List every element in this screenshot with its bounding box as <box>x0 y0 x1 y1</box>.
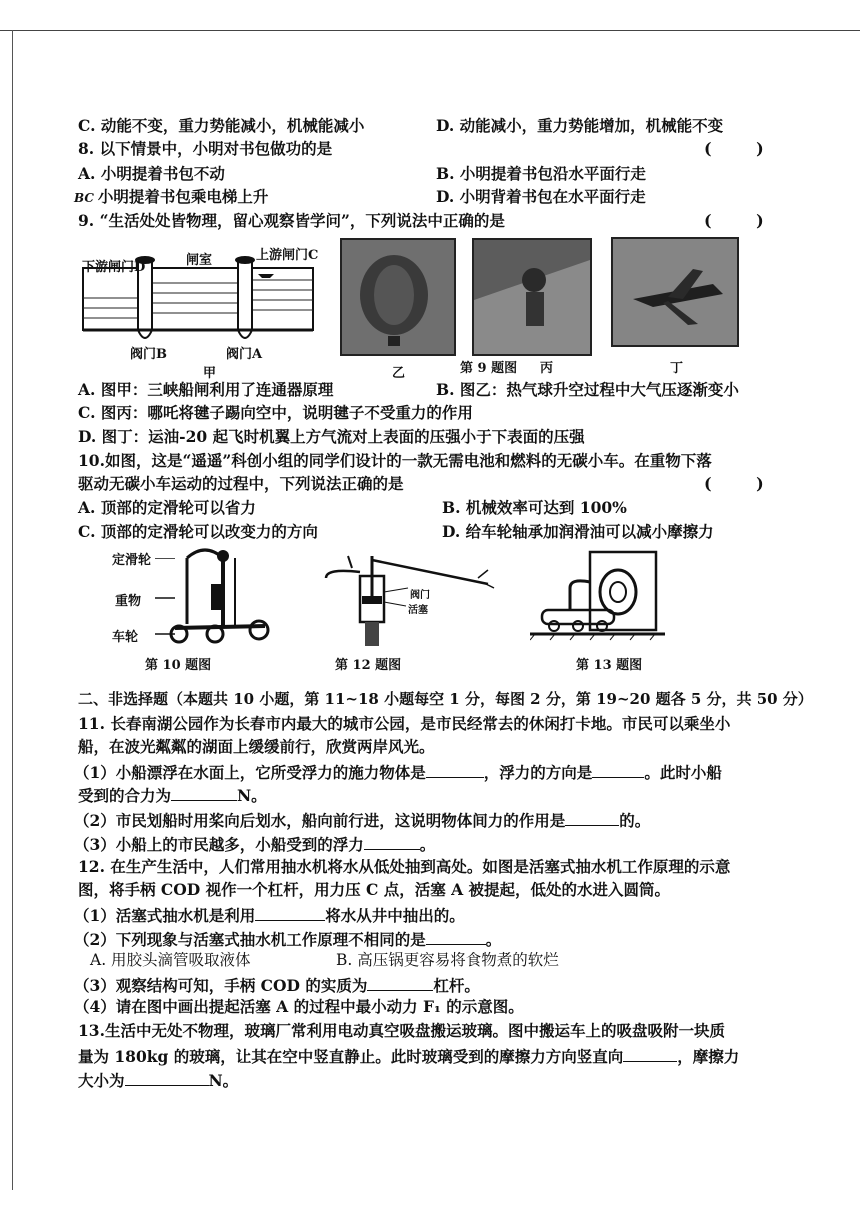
page-border-left <box>12 30 13 1190</box>
q12-stem-line1: 12. 在生产生活中，人们常用抽水机将水从低处抽到高处。如图是活塞式抽水机工作原理的示意 <box>78 857 731 876</box>
fig-label-yi: 乙 <box>392 366 406 381</box>
glass-transport-car-diagram <box>530 548 670 648</box>
q12-part1-text-b: 将水从井中抽出的。 <box>325 906 465 925</box>
fig-label-upstream-gate: 上游闸门C <box>256 248 319 263</box>
handwritten-mark: BC <box>74 191 94 205</box>
q11-answer-blank-5[interactable] <box>364 833 420 850</box>
q9-stem: 9. “生活处处皆物理，留心观察皆学问”，下列说法中正确的是 <box>78 211 505 230</box>
q10-option-b: B. 机械效率可达到 100% <box>442 498 627 517</box>
q12-answer-blank-3[interactable] <box>367 974 433 991</box>
q11-answer-blank-3[interactable] <box>171 784 237 801</box>
q7-option-c: C. 动能不变，重力势能减小，机械能减小 <box>78 116 365 135</box>
q12-part2-text-b: 。 <box>485 930 502 949</box>
fig-label-pulley: 定滑轮 <box>112 553 152 568</box>
q12-part3-text-a: （3）观察结构可知，手柄 COD 的实质为 <box>74 976 368 995</box>
q11-answer-blank-2[interactable] <box>592 761 644 778</box>
q11-stem-line2: 船，在波光粼粼的湖面上缓缓前行，欣赏两岸风光。 <box>78 737 435 756</box>
fig-label-weight: 重物 <box>115 594 142 609</box>
q12-part2 <box>74 928 501 950</box>
q12-part1 <box>74 904 465 926</box>
q8-option-a: A. 小明提着书包不动 <box>78 164 225 183</box>
q11-part2-text-b: 的。 <box>619 811 651 830</box>
q11-part1-cont <box>78 784 267 806</box>
q8-option-c-row <box>74 187 268 208</box>
page-border-top <box>0 30 860 31</box>
q13-stem-line2 <box>78 1045 739 1067</box>
hot-air-balloon-photo <box>340 238 456 356</box>
q13-text-a: 量为 180kg 的玻璃，让其在空中竖直静止。此时玻璃受到的摩擦力方向竖直向 <box>78 1047 624 1066</box>
q11-part1-text-c: 。此时小船 <box>644 763 722 782</box>
q11-part1 <box>74 761 722 783</box>
q10-stem-line2: 驱动无碳小车运动的过程中，下列说法正确的是 <box>78 474 404 493</box>
q9-figure-caption: 第 9 题图 <box>460 361 518 376</box>
q12-option-a: A. 用胶头滴管吸取液体 <box>90 951 251 969</box>
q10-stem-line1: 10.如图，这是“遥遥”科创小组的同学们设计的一款无需电池和燃料的无碳小车。在重物下落 <box>78 451 712 470</box>
fig-label-lock-chamber: 闸室 <box>186 253 213 268</box>
q10-answer-paren: ( ) <box>704 474 764 493</box>
q13-text-d: N。 <box>208 1071 239 1090</box>
q11-part2 <box>74 809 650 831</box>
carbon-free-car-diagram <box>165 546 280 646</box>
q11-part3-text-a: （3）小船上的市民越多，小船受到的浮力 <box>74 835 364 854</box>
q9-answer-paren: ( ) <box>704 211 764 230</box>
q12-part3-text-b: 杠杆。 <box>433 976 480 995</box>
fig-label-valve: 阀门 <box>410 590 430 601</box>
q11-part1-text-e: N。 <box>237 786 267 805</box>
q11-part3 <box>74 833 435 855</box>
q13-text-b: ，摩擦力 <box>677 1047 740 1066</box>
q10-option-c: C. 顶部的定滑轮可以改变力的方向 <box>78 522 318 541</box>
q12-answer-blank-2[interactable] <box>426 928 486 945</box>
q10-option-d: D. 给车轮轴承加润滑油可以减小摩擦力 <box>442 522 714 541</box>
fig-label-valve-b: 阀门B <box>130 347 167 362</box>
q10-option-a: A. 顶部的定滑轮可以省力 <box>78 498 256 517</box>
q7-option-d: D. 动能减小，重力势能增加，机械能不变 <box>436 116 724 135</box>
fig-label-downstream-gate: 下游闸门D <box>82 260 146 275</box>
q11-stem-line1: 11. 长春南湖公园作为长春市内最大的城市公园，是市民经常去的休闲打卡地。市民可以乘坐小 <box>78 714 731 733</box>
q8-option-b: B. 小明提着书包沿水平面行走 <box>436 164 646 183</box>
q12-part3 <box>74 974 480 996</box>
q12-part4: （4）请在图中画出提起活塞 A 的过程中最小动力 F₁ 的示意图。 <box>74 997 524 1016</box>
fig-label-piston: 活塞 <box>408 605 428 616</box>
q13-stem-line1: 13.生活中无处不物理，玻璃厂常利用电动真空吸盘搬运玻璃。图中搬运车上的吸盘吸附一块质 <box>78 1021 725 1040</box>
q12-answer-blank-1[interactable] <box>255 904 325 921</box>
section-2-heading: 二、非选择题（本题共 10 小题，第 11~18 小题每空 1 分，每图 2 分，第 19~20 题各 5 分，共 50 分） <box>78 690 813 708</box>
nezha-shuttlecock-photo <box>472 238 592 356</box>
fig-label-bing: 丙 <box>540 361 554 376</box>
q8-option-d: D. 小明背着书包在水平面行走 <box>436 187 646 206</box>
q12-option-b: B. 高压锅更容易将食物煮的软烂 <box>336 951 559 969</box>
fig-label-ding: 丁 <box>670 361 684 376</box>
q11-part3-text-b: 。 <box>419 835 436 854</box>
q8-option-c: 小明提着书包乘电梯上升 <box>97 187 269 206</box>
q13-answer-blank-2[interactable] <box>125 1069 209 1086</box>
q12-part2-text-a: （2）下列现象与活塞式抽水机工作原理不相同的是 <box>74 930 426 949</box>
q13-stem-line3 <box>78 1069 238 1091</box>
label-leader-lines <box>155 558 175 638</box>
q8-answer-paren: ( ) <box>704 139 764 158</box>
q9-option-b: B. 图乙：热气球升空过程中大气压逐渐变小 <box>436 380 739 399</box>
q8-stem: 8. 以下情景中，小明对书包做功的是 <box>78 139 333 158</box>
fig-label-wheel: 车轮 <box>112 630 139 645</box>
piston-pump-diagram <box>318 548 498 648</box>
q13-text-c: 大小为 <box>78 1071 125 1090</box>
q13-figure-caption: 第 13 题图 <box>576 658 643 673</box>
q11-part1-text-b: ，浮力的方向是 <box>483 763 593 782</box>
q11-answer-blank-1[interactable] <box>426 761 484 778</box>
q11-part1-text-a: （1）小船漂浮在水面上，它所受浮力的施力物体是 <box>74 763 426 782</box>
fig-label-valve-a: 阀门A <box>226 347 263 362</box>
q12-part1-text-a: （1）活塞式抽水机是利用 <box>74 906 256 925</box>
q11-part1-text-d: 受到的合力为 <box>78 786 172 805</box>
q9-option-d: D. 图丁：运油-20 起飞时机翼上方气流对上表面的压强小于下表面的压强 <box>78 427 585 446</box>
q11-part2-text-a: （2）市民划船时用桨向后划水，船向前行进，这说明物体间力的作用是 <box>74 811 566 830</box>
q13-answer-blank-1[interactable] <box>623 1045 677 1062</box>
yunyou-20-aircraft-photo <box>611 237 739 347</box>
q11-answer-blank-4[interactable] <box>565 809 619 826</box>
q9-option-c: C. 图丙：哪吒将毽子踢向空中，说明毽子不受重力的作用 <box>78 403 473 422</box>
fig-label-jia: 甲 <box>203 366 217 381</box>
q9-option-a: A. 图甲：三峡船闸利用了连通器原理 <box>78 380 334 399</box>
q10-figure-caption: 第 10 题图 <box>145 658 212 673</box>
q12-figure-caption: 第 12 题图 <box>335 658 402 673</box>
q12-stem-line2: 图，将手柄 COD 视作一个杠杆，用力压 C 点，活塞 A 被提起，低处的水进入圆筒。 <box>78 880 671 899</box>
